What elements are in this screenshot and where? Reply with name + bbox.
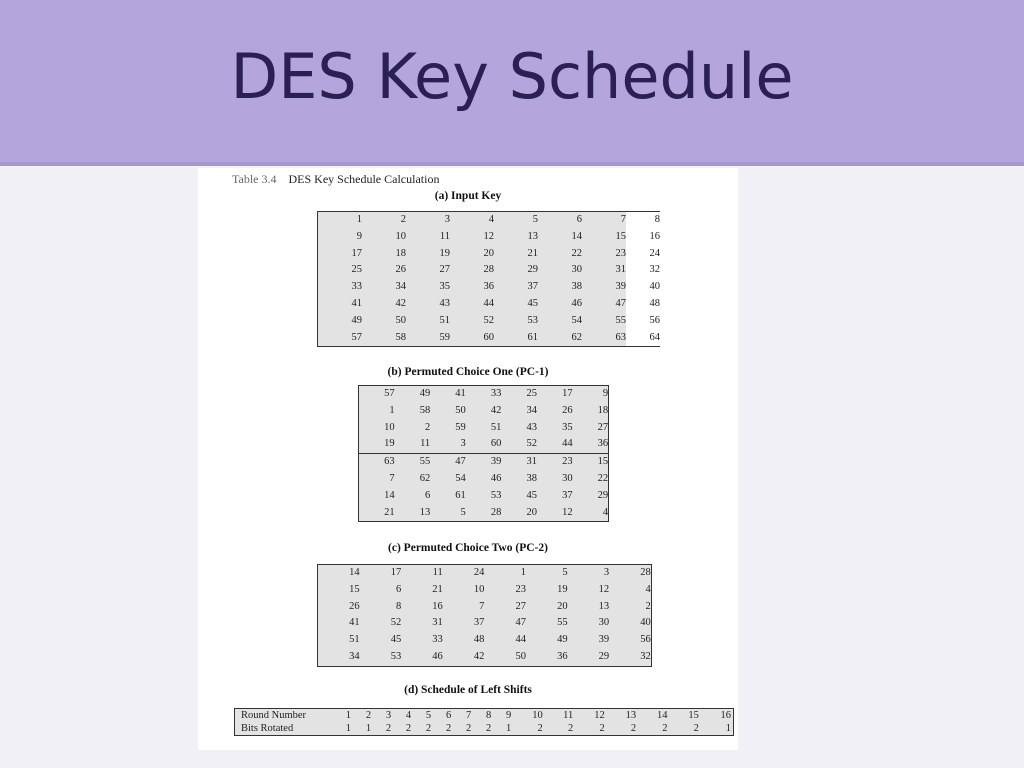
round-number-cell: 11 [563,710,574,721]
bits-rotated-cell: 2 [445,723,452,734]
table-cell: 4 [602,506,609,518]
table-cell: 13 [527,230,538,242]
table-cell: 19 [384,438,395,450]
table-caption [232,172,439,187]
table-cell: 50 [395,314,406,326]
table-cell: 31 [501,454,537,471]
table-cell: 36 [483,281,494,293]
table-row [318,262,661,279]
table-cell: 12 [598,583,610,595]
table-cell: 10 [384,421,395,433]
table-cell: 42 [395,297,406,309]
table-cell: 49 [351,314,362,326]
table-cell: 22 [597,472,609,484]
table-cell: 3 [603,567,610,578]
table-cell: 30 [598,617,610,629]
table-cell: 53 [490,489,502,501]
table-cell: 21 [527,247,538,259]
table-cell: 13 [419,506,431,518]
pc1-table [358,385,609,522]
table-cell: 60 [490,438,502,450]
table-row [359,505,609,522]
round-number-cell: 12 [594,710,605,721]
table-cell: 30 [562,472,573,484]
table-cell: 2 [645,600,651,612]
table-cell: 24 [473,567,485,578]
table-row [359,386,609,403]
table-cell: 13 [598,600,610,612]
table-cell: 20 [557,600,568,612]
table-cell: 29 [527,264,538,276]
table-cell: 4 [488,214,494,225]
table-row [318,330,661,347]
table-cell: 43 [526,421,537,433]
table-cell: 57 [351,331,362,343]
round-number-cell: 7 [465,710,472,721]
table-cell: 5 [562,567,568,578]
table-image [198,168,738,750]
pc2-table [317,564,652,667]
table-cell: 26 [562,404,573,416]
table-cell: 41 [351,297,362,309]
table-row [318,632,652,649]
bits-rotated-cell: 2 [405,723,412,734]
table-row [359,454,609,471]
table-cell: 32 [626,262,660,279]
table-row [318,296,661,313]
table-cell: 5 [460,506,466,518]
table-cell: 58 [395,331,406,343]
table-caption-text: DES Key Schedule Calculation [288,172,440,186]
table-cell: 49 [557,634,568,646]
table-cell: 44 [515,634,526,646]
table-cell: 11 [432,567,443,578]
table-cell: 31 [432,617,443,629]
table-cell: 17 [562,388,573,399]
table-cell: 14 [571,230,582,242]
table-row [359,403,609,420]
table-cell: 43 [439,297,450,309]
table-cell: 9 [356,230,362,242]
table-cell: 27 [439,264,450,276]
pc1-body [359,386,609,522]
table-cell: 36 [597,438,609,450]
table-cell: 44 [562,438,573,450]
table-cell: 59 [455,421,466,433]
table-cell: 52 [483,314,494,326]
table-cell: 31 [615,264,626,276]
table-row [359,436,609,453]
table-row [318,599,652,616]
table-cell: 7 [389,472,395,484]
slide-header [0,0,1024,166]
table-cell: 37 [562,489,573,501]
pc1-heading: (b) Permuted Choice One (PC-1) [387,366,549,378]
table-cell: 60 [483,331,494,343]
table-cell: 58 [419,404,431,416]
table-row [359,488,609,505]
table-cell: 16 [626,229,660,246]
table-cell: 11 [439,230,450,242]
bits-rotated-cell: 1 [365,723,372,734]
table-cell: 12 [562,506,573,518]
table-cell: 35 [562,421,573,433]
table-cell: 40 [640,617,651,629]
bits-rotated-cell: 2 [599,723,605,734]
bits-rotated-cell: 1 [345,723,352,734]
left-shifts-body [235,709,734,736]
table-cell: 20 [526,506,537,518]
round-number-cell: 4 [405,710,412,721]
table-cell: 21 [432,583,443,595]
table-cell: 1 [389,404,395,416]
table-cell: 57 [384,388,395,399]
table-cell: 14 [349,567,360,578]
table-cell: 15 [615,230,626,242]
input-key-table [317,211,660,347]
table-row [318,246,661,263]
input-key-heading: (a) Input Key [434,190,502,202]
table-cell: 42 [490,404,502,416]
bits-rotated-cell: 2 [425,723,432,734]
table-cell: 46 [432,650,443,662]
table-cell: 34 [349,650,360,662]
table-cell: 32 [640,650,651,662]
round-number-cell: 5 [425,710,432,721]
left-shifts-table [234,708,734,736]
table-cell: 50 [455,404,466,416]
table-cell: 10 [395,230,406,242]
bits-rotated-cell: 2 [630,723,637,734]
table-cell: 34 [395,281,406,293]
table-row [318,313,661,330]
table-cell: 21 [384,506,395,518]
table-cell: 46 [571,297,582,309]
table-cell: 5 [532,214,538,225]
left-shifts-heading: (d) Schedule of Left Shifts [404,684,532,696]
table-cell: 48 [473,634,485,646]
table-cell: 39 [466,454,502,471]
table-row [359,471,609,488]
table-cell: 33 [490,388,502,399]
table-cell: 12 [483,230,494,242]
table-cell: 4 [645,583,651,595]
table-cell: 23 [515,583,526,595]
table-cell: 38 [526,472,537,484]
table-cell: 9 [602,388,609,399]
table-row [318,229,661,246]
round-number-cell: 8 [486,710,492,721]
table-cell: 27 [515,600,526,612]
table-cell: 28 [490,506,502,518]
table-cell: 63 [359,454,395,471]
table-cell: 18 [395,247,406,259]
table-cell: 55 [557,617,568,629]
table-cell: 45 [526,489,537,501]
table-cell: 27 [597,421,609,433]
slide-title: DES Key Schedule [230,40,794,113]
input-key-body [318,212,661,347]
table-cell: 50 [515,650,526,662]
table-cell: 26 [349,600,360,612]
table-cell: 37 [473,617,485,629]
table-cell: 26 [395,264,406,276]
bits-rotated-cell: 2 [385,723,392,734]
table-cell: 28 [483,264,494,276]
round-number-cell: 9 [506,710,512,721]
table-cell: 44 [483,297,494,309]
table-cell: 15 [573,454,609,471]
table-number: Table 3.4 [232,172,277,186]
table-cell: 55 [395,454,431,471]
table-cell: 7 [479,600,485,612]
table-cell: 3 [460,438,466,450]
table-cell: 29 [598,650,610,662]
table-cell: 33 [432,634,443,646]
table-row [318,279,661,296]
bits-rotated-cell: 2 [568,723,574,734]
round-number-cell: 13 [625,710,637,721]
table-cell: 1 [520,567,526,578]
table-cell: 6 [395,583,402,595]
table-cell: 52 [390,617,402,629]
table-cell: 40 [626,279,660,296]
table-cell: 39 [615,281,626,293]
round-number-cell: 3 [385,710,392,721]
pc2-heading: (c) Permuted Choice Two (PC-2) [388,542,548,554]
table-cell: 3 [444,214,450,225]
round-number-cell: 2 [365,710,372,721]
table-cell: 28 [640,567,651,578]
pc2-body [318,565,652,667]
table-cell: 30 [571,264,582,276]
table-row [318,582,652,599]
bits-rotated-cell: 1 [506,723,512,734]
bits-rotated-cell: 2 [537,723,543,734]
table-cell: 55 [615,314,626,326]
table-cell: 56 [626,313,660,330]
table-cell: 46 [490,472,502,484]
table-cell: 6 [576,214,582,225]
table-cell: 59 [439,331,450,343]
table-cell: 34 [526,404,537,416]
table-cell: 41 [455,388,466,399]
table-cell: 42 [473,650,485,662]
table-cell: 15 [349,583,360,595]
table-cell: 23 [537,454,573,471]
table-cell: 41 [349,617,360,629]
table-cell: 61 [527,331,538,343]
round-number-cell: 15 [688,710,699,721]
round-number-label: Round Number [241,710,307,721]
table-row [318,615,652,632]
table-cell: 39 [598,634,610,646]
table-cell: 33 [351,281,362,293]
table-cell: 63 [615,331,626,343]
table-cell: 54 [571,314,582,326]
table-row [318,212,661,229]
table-cell: 25 [351,264,362,276]
bits-rotated-cell: 2 [465,723,472,734]
table-cell: 23 [615,247,626,259]
table-cell: 53 [390,650,402,662]
table-cell: 17 [390,567,402,578]
table-row [359,420,609,437]
table-cell: 47 [515,617,526,629]
round-number-cell: 1 [345,710,352,721]
table-cell: 37 [527,281,538,293]
table-cell: 17 [351,247,362,259]
round-number-cell: 14 [657,710,668,721]
table-cell: 45 [527,297,538,309]
bits-rotated-row [235,722,734,736]
table-cell: 2 [400,214,406,225]
table-cell: 45 [390,634,402,646]
table-cell: 22 [571,247,582,259]
table-cell: 2 [424,421,431,433]
table-cell: 64 [626,330,660,347]
table-cell: 8 [626,212,660,229]
table-cell: 52 [526,438,537,450]
round-number-row [235,709,734,723]
table-cell: 48 [626,296,660,313]
table-cell: 47 [615,297,626,309]
table-cell: 49 [419,388,431,399]
table-cell: 24 [626,246,660,263]
table-cell: 61 [455,489,466,501]
table-cell: 25 [526,388,537,399]
table-cell: 36 [557,650,568,662]
bits-rotated-label: Bits Rotated [241,723,294,734]
round-number-cell: 16 [720,710,731,721]
table-cell: 53 [527,314,538,326]
table-cell: 54 [455,472,466,484]
table-cell: 8 [395,600,402,612]
bits-rotated-cell: 2 [662,723,668,734]
table-cell: 11 [420,438,431,450]
table-cell: 51 [490,421,502,433]
table-cell: 51 [439,314,450,326]
table-cell: 51 [349,634,360,646]
table-cell: 38 [571,281,582,293]
bits-rotated-cell: 1 [725,723,731,734]
table-cell: 62 [571,331,582,343]
table-cell: 19 [557,583,568,595]
table-cell: 56 [640,634,651,646]
table-cell: 19 [439,247,450,259]
table-cell: 6 [424,489,431,501]
table-cell: 29 [597,489,609,501]
table-cell: 47 [430,454,466,471]
round-number-cell: 6 [445,710,452,721]
round-number-cell: 10 [532,710,543,721]
bits-rotated-cell: 2 [693,723,699,734]
table-cell: 10 [473,583,485,595]
bits-rotated-cell: 2 [486,723,492,734]
table-cell: 16 [432,600,443,612]
table-row [318,565,652,582]
table-cell: 7 [620,214,626,225]
table-cell: 20 [483,247,494,259]
table-cell: 14 [384,489,395,501]
table-cell: 62 [419,472,431,484]
table-row [318,649,652,666]
table-cell: 18 [597,404,609,416]
table-cell: 1 [356,214,362,225]
table-cell: 35 [439,281,450,293]
